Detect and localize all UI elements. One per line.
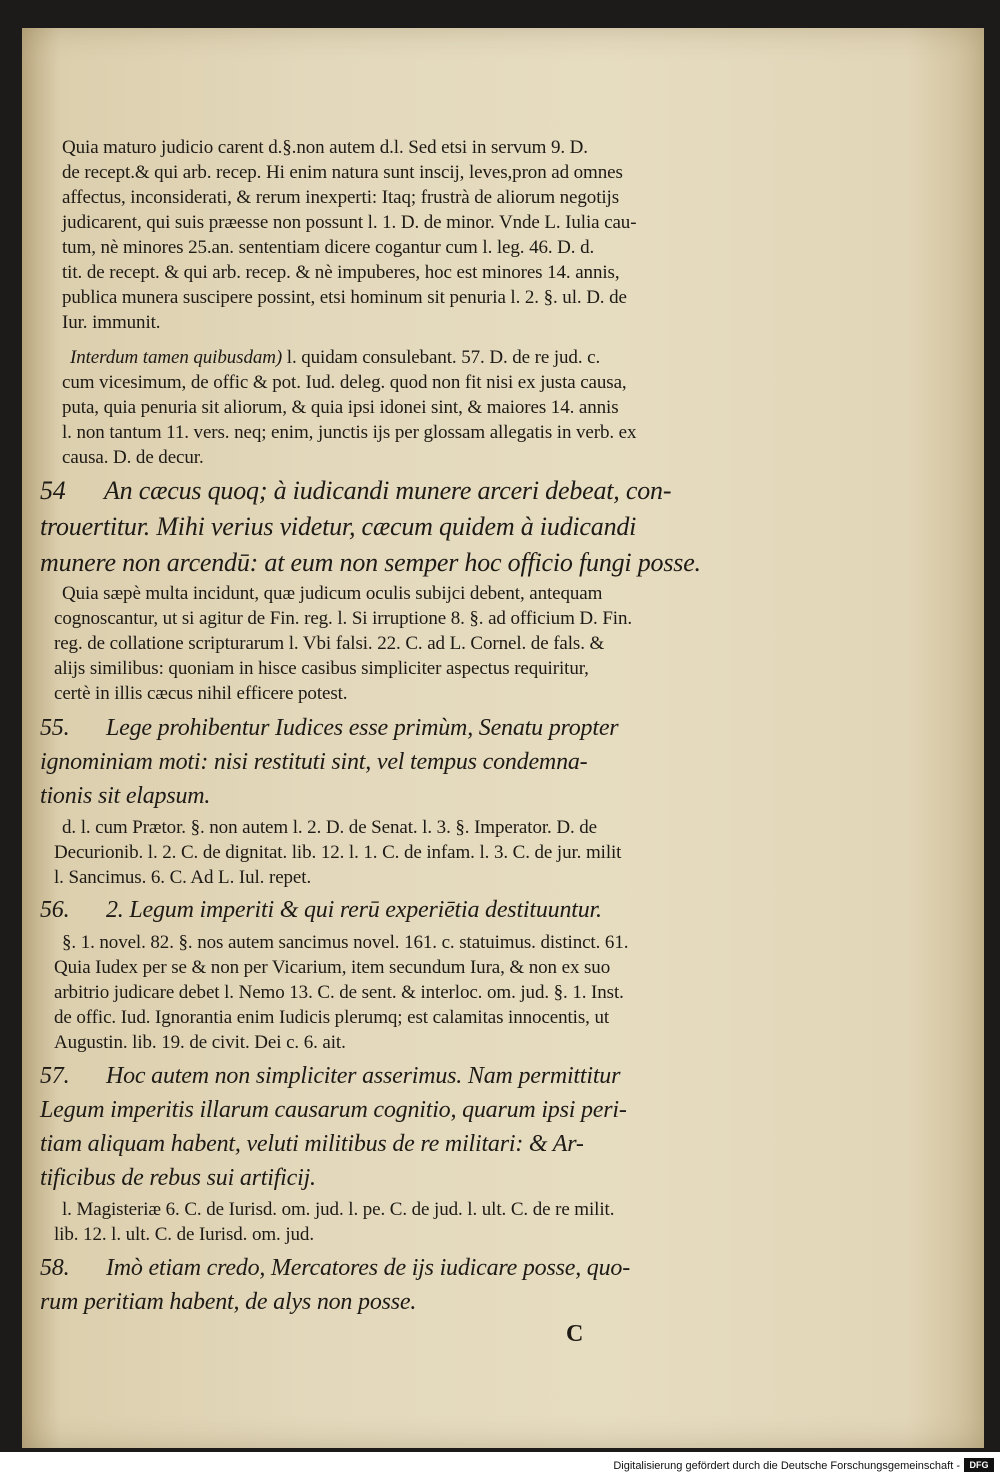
text-line: tit. de recept. & qui arb. recep. & nè impuberes, hoc est minores 14. annis, [62,262,620,283]
text-line: affectus, inconsiderati, & rerum inexperti: Itaq; frustrà de aliorum negotijs [62,187,620,208]
text-line: Quia maturo judicio carent d.§.non autem d.l. Sed etsi in servum 9. D. [62,137,588,158]
thesis-line: munere non arcendū: at eum non semper hoc officio fungi posse. [40,548,701,577]
text-line: cognoscantur, ut si agitur de Fin. reg. l. Si irruptione 8. §. ad officium D. Fin. [54,608,633,629]
thesis-line: tificibus de rebus sui artificij. [40,1165,316,1191]
signature-mark: C [566,1321,584,1347]
text-line: Decurionib. l. 2. C. de dignitat. lib. 12. l. 1. C. de infam. l. 3. C. de jur. milit [54,842,622,863]
thesis-line: Lege prohibentur Iudices esse primùm, Senatu propter [106,715,619,741]
text-line: alijs similibus: quoniam in hisce casibus simpliciter aspectus requiritur, [54,658,589,679]
thesis-line: An cæcus quoq; à iudicandi munere arceri debeat, con- [104,476,672,505]
thesis-line: Hoc autem non simpliciter asserimus. Nam permittitur [106,1063,621,1089]
text-line [70,348,600,367]
text-line: Iur. immunit. [62,312,161,333]
text-line: §. 1. novel. 82. §. nos autem sancimus novel. 161. c. statuimus. distinct. 61. [62,932,629,953]
thesis-number: 56. [40,897,70,923]
thesis-line: rum peritiam habent, de alys non posse. [40,1289,417,1315]
text-line: puta, quia penuria sit aliorum, & quia ipsi idonei sint, & maiores 14. annis [62,397,619,418]
thesis-line: tiam aliquam habent, veluti militibus de re militari: & Ar- [40,1131,584,1157]
text-line: l. non tantum 11. vers. neq; enim, junctis ijs per glossam allegatis in verb. ex [62,422,637,443]
text-line: certè in illis cæcus nihil efficere potest. [54,683,348,704]
text-line: cum vicesimum, de offic & pot. Iud. deleg. quod non fit nisi ex justa causa, [62,372,627,393]
lemma-text: l. quidam consulebant. 57. D. de re jud. c. [282,347,601,368]
text-line: reg. de collatione scripturarum l. Vbi falsi. 22. C. ad L. Cornel. de fals. & [54,633,605,654]
thesis-number: 54 [40,476,66,505]
text-line: Augustin. lib. 19. de civit. Dei c. 6. ait. [54,1032,346,1053]
text-line: Quia Iudex per se & non per Vicarium, item secundum Iura, & non ex suo [54,957,611,978]
dfg-logo: DFG [964,1458,994,1472]
thesis-number: 57. [40,1063,70,1089]
thesis-line: trouertitur. Mihi verius videtur, cæcum quidem à iudicandi [40,512,637,541]
text-line: lib. 12. l. ult. C. de Iurisd. om. jud. [54,1224,314,1245]
text-line: l. Sancimus. 6. C. Ad L. Iul. repet. [54,867,312,888]
text-line: de recept.& qui arb. recep. Hi enim natura sunt inscij, leves,pron ad omnes [62,162,623,183]
thesis-number: 55. [40,715,70,741]
footer-credit: Digitalisierung gefördert durch die Deutsche Forschungsgemeinschaft - [613,1460,960,1472]
text-line: l. Magisteriæ 6. C. de Iurisd. om. jud. l. pe. C. de jud. l. ult. C. de re milit. [62,1199,615,1220]
thesis-line: Imò etiam credo, Mercatores de ijs iudicare posse, quo- [106,1255,630,1281]
text-line: arbitrio judicare debet l. Nemo 13. C. de sent. & interloc. om. jud. §. 1. Inst. [54,982,624,1003]
text-line: judicarent, qui suis præesse non possunt l. 1. D. de minor. Vnde L. Iulia cau- [62,212,637,233]
footer-bar [0,1452,1000,1478]
text-line: de offic. Iud. Ignorantia enim Iudicis plerumq; est calamitas innocentis, ut [54,1007,610,1028]
thesis-line: Legum imperitis illarum causarum cognitio, quarum ipsi peri- [40,1097,627,1123]
thesis-line: tionis sit elapsum. [40,783,211,809]
thesis-number: 58. [40,1255,70,1281]
text-line: publica munera suscipere possint, etsi hominum sit penuria l. 2. §. ul. D. de [62,287,627,308]
thesis-line: 2. Legum imperiti & qui rerū experiētia destituuntur. [106,897,602,923]
thesis-line: ignominiam moti: nisi restituti sint, vel tempus condemna- [40,749,588,775]
text-line: tum, nè minores 25.an. sententiam dicere cogantur cum l. leg. 46. D. d. [62,237,595,258]
text-line: Quia sæpè multa incidunt, quæ judicum oculis subijci debent, antequam [62,583,603,604]
lemma-label: Interdum tamen quibusdam) [70,347,283,368]
text-line: causa. D. de decur. [62,447,204,468]
text-line: d. l. cum Prætor. §. non autem l. 2. D. de Senat. l. 3. §. Imperator. D. de [62,817,597,838]
